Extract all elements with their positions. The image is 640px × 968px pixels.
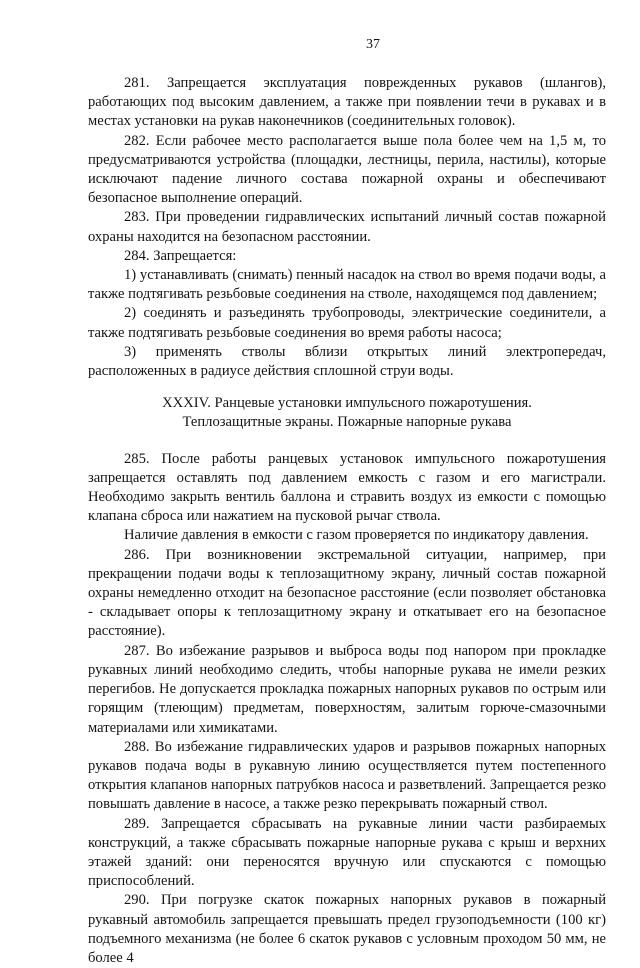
paragraph-285: 285. После работы ранцевых установок импульсного пожаротушения запрещается оставлять под давлением емкость с газом и его магистрали. Необходимо закрыть вентиль баллона и стравить воздух из емкости с помощью клапана сброса или нажатием на пусковой рычаг ствола. (88, 450, 606, 525)
paragraph-289: 289. Запрещается сбрасывать на рукавные линии части разбираемых конструкций, а также сбрасывать пожарные напорные рукава с крыш и верхних этажей зданий: они переносятся вручную или спускаются с помощью приспособлений. (88, 815, 606, 890)
paragraph-290: 290. При погрузке скаток пожарных напорных рукавов в пожарный рукавный автомобиль запрещается превышать предел грузоподъемности (100 кг) подъемного механизма (не более 6 скаток рукавов с условным проходом 50 мм, не более 4 (88, 892, 606, 966)
page-number: 37 (366, 37, 380, 52)
list-item-284-1: 1) устанавливать (снимать) пенный насадок на ствол во время подачи воды, а также подтягивать резьбовые соединения на стволе, находящемся под давлением; (88, 267, 606, 303)
paragraph-282: 282. Если рабочее место располагается выше пола более чем на 1,5 м, то предусматриваются устройства (площадки, лестницы, перила, настилы), которые исключают падение личного состава пожарной охраны и обеспечивают безопасное выполнение операций. (88, 132, 606, 207)
paragraph-284: 284. Запрещается: (124, 247, 237, 264)
paragraph-288: 288. Во избежание гидравлических ударов и разрывов пожарных напорных рукавов подача воды в рукавную линию осуществляется путем постепенного открытия клапанов напорных патрубков насоса и разветвлений. Запрещается резко повышать давление в насосе, а также резко перекрывать пожарный ствол. (88, 738, 606, 813)
section-heading (88, 394, 606, 432)
paragraph-286: 286. При возникновении экстремальной ситуации, например, при прекращении подачи воды к теплозащитному экрану, личный состав пожарной охраны немедленно отходит на безопасное расстояние (если позволяет обстановка - складывает опоры к теплозащитному экрану и откатывает его на безопасное расстояние). (88, 546, 606, 640)
paragraph-283: 283. При проведении гидравлических испытаний личный состав пожарной охраны находится на безопасном расстоянии. (88, 209, 606, 245)
list-item-284-2: 2) соединять и разъединять трубопроводы, электрические соединители, а также подтягивать резьбовые соединения во время работы насоса; (88, 305, 606, 341)
paragraph-285-note: Наличие давления в емкости с газом проверяется по индикатору давления. (124, 527, 589, 544)
section-heading-line-1: XXXIV. Ранцевые установки импульсного пожаротушения. (162, 395, 532, 412)
section-heading-line-2: Теплозащитные экраны. Пожарные напорные рукава (182, 414, 512, 431)
paragraph-287: 287. Во избежание разрывов и выброса воды под напором при прокладке рукавных линий необходимо следить, чтобы напорные рукава не имели резких перегибов. Не допускается прокладка пожарных напорных рукавов по острым или горящим (тлеющим) предметам, поверхностям, залитым горюче-смазочными материалами или химикатами. (88, 642, 606, 736)
paragraph-281: 281. Запрещается эксплуатация поврежденных рукавов (шлангов), работающих под высоким давлением, а также при появлении течи в рукавах и в местах установки на рукав наконечников (соединительных головок). (88, 75, 606, 130)
document-body (88, 74, 606, 968)
list-item-284-3: 3) применять стволы вблизи открытых линий электропередач, расположенных в радиусе действия сплошной струи воды. (88, 343, 606, 380)
